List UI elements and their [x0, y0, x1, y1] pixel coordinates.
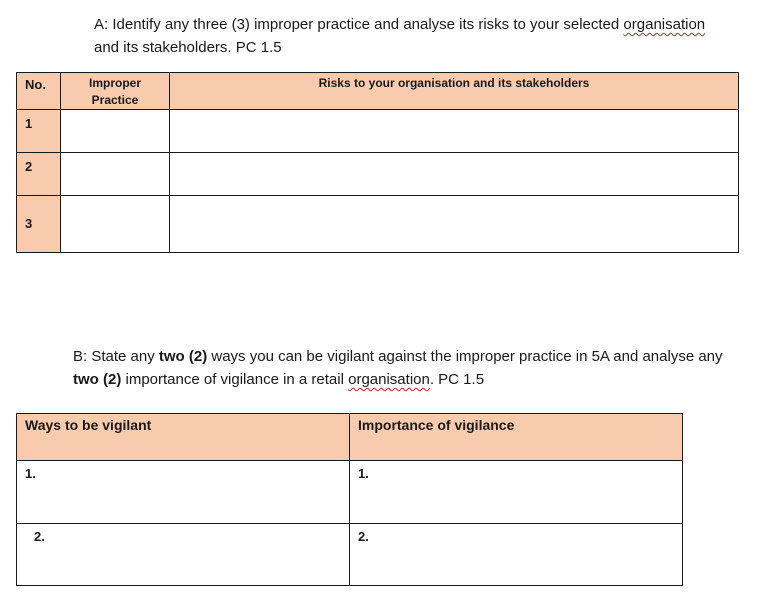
table-header-row: [17, 414, 683, 461]
row-number: 1: [17, 110, 61, 153]
section-b-text: . PC 1.5: [429, 371, 485, 388]
improper-practice-table: [16, 72, 739, 253]
vigilance-table: [16, 413, 683, 586]
improper-practice-cell[interactable]: [61, 196, 170, 253]
table-row: [17, 524, 683, 586]
section-a-line2: and its stakeholders. PC 1.5: [94, 39, 282, 56]
row-number: 3: [17, 196, 61, 253]
table-row: [17, 461, 683, 524]
section-b-bold: two (2): [158, 348, 208, 365]
header-importance-of-vigilance: Importance of vigilance: [350, 414, 683, 461]
section-a-instruction: [94, 13, 754, 59]
misspelled-word-organisation: organisation: [348, 371, 430, 388]
section-a-line1-text: A: Identify any three (3) improper practice and analyse its risks to your selected: [94, 16, 624, 33]
header-risks: Risks to your organisation and its stakeholders: [170, 73, 739, 110]
risks-cell[interactable]: [170, 110, 739, 153]
ways-cell[interactable]: 2.: [17, 524, 350, 586]
section-b-text: ways you can be vigilant against the improper practice in 5A and analyse any: [207, 348, 723, 365]
misspelled-word-organisation: organisation: [623, 16, 706, 33]
section-b-bold: two (2): [73, 371, 122, 388]
header-no: No.: [17, 73, 61, 110]
importance-cell[interactable]: 1.: [350, 461, 683, 524]
table-row: [17, 196, 739, 253]
table-header-row: [17, 73, 739, 110]
table-row: [17, 153, 739, 196]
row-number: 2: [17, 153, 61, 196]
risks-cell[interactable]: [170, 196, 739, 253]
header-ways-to-be-vigilant: Ways to be vigilant: [17, 414, 350, 461]
importance-cell[interactable]: 2.: [350, 524, 683, 586]
ways-cell[interactable]: 1.: [17, 461, 350, 524]
header-improper-line2: Practice: [91, 93, 139, 107]
header-improper-practice: [61, 73, 170, 110]
section-b-text: B: State any: [73, 348, 159, 365]
section-b-instruction: [73, 345, 763, 391]
section-b-text: importance of vigilance in a retail: [121, 371, 349, 388]
improper-practice-cell[interactable]: [61, 110, 170, 153]
improper-practice-cell[interactable]: [61, 153, 170, 196]
risks-cell[interactable]: [170, 153, 739, 196]
header-improper-line1: Improper: [88, 76, 141, 90]
table-row: [17, 110, 739, 153]
